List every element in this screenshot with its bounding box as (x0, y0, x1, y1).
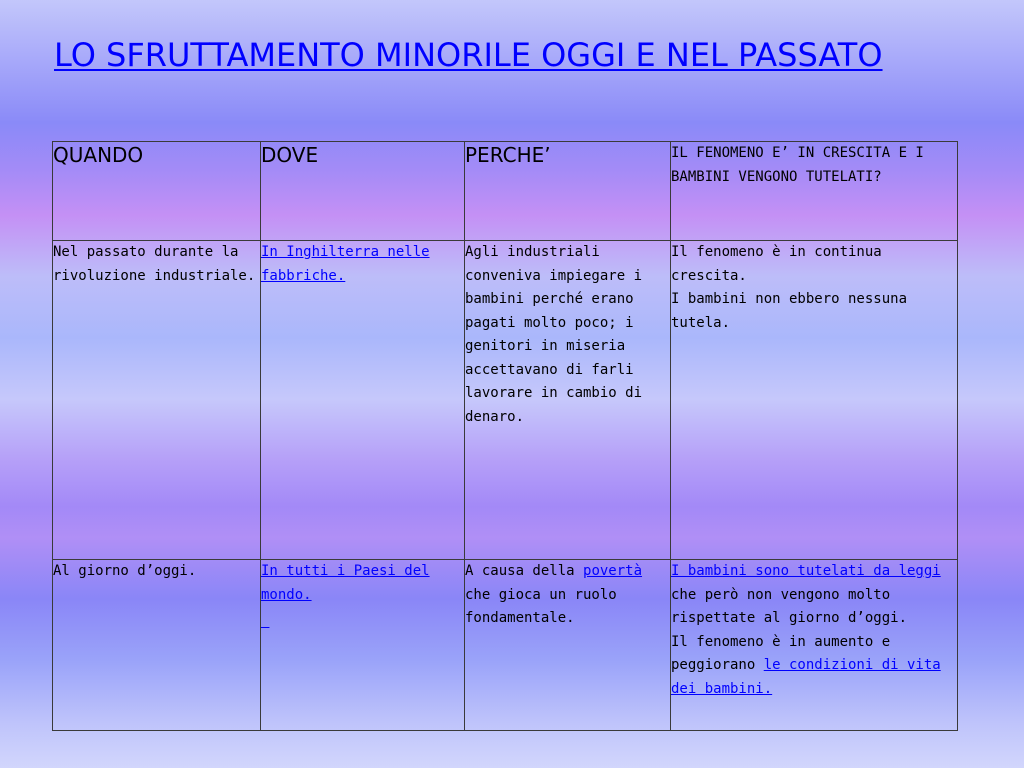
header-perche: PERCHE’ (465, 142, 671, 241)
cell-perche-passato: Agli industriali conveniva impiegare i bambini perché erano pagati molto poco; i genitori in miseria accettavano di farli lavorare in cambio di denaro. (465, 241, 671, 560)
table-row (53, 560, 958, 731)
link-tutti-i-paesi[interactable]: In tutti i Paesi del mondo. (261, 563, 430, 603)
cell-dove-passato (261, 241, 465, 560)
perche-oggi-text-before: A causa della (465, 563, 584, 579)
link-inghilterra[interactable]: In Inghilterra nelle fabbriche. (261, 244, 430, 284)
table-row (53, 241, 958, 560)
cell-quando-passato: Nel passato durante la rivoluzione industriale. (53, 241, 261, 560)
comparison-table (52, 141, 958, 731)
link-condizioni-di-vita[interactable]: le condizioni di vita dei bambini. (671, 657, 941, 697)
header-dove: DOVE (261, 142, 465, 241)
cell-dove-oggi (261, 560, 465, 731)
link-bambini-tutelati[interactable]: I bambini sono tutelati da leggi (671, 563, 941, 579)
table-header-row (53, 142, 958, 241)
link-empty[interactable] (261, 611, 269, 635)
cell-fenomeno-passato (671, 241, 958, 560)
fenomeno-passato-line2: I bambini non ebbero nessuna tutela. (671, 291, 908, 331)
page-title: LO SFRUTTAMENTO MINORILE OGGI E NEL PASSATO (54, 36, 883, 74)
cell-quando-oggi: Al giorno d’oggi. (53, 560, 261, 731)
cell-fenomeno-oggi (671, 560, 958, 731)
cell-perche-oggi (465, 560, 671, 731)
fenomeno-oggi-text2: Il fenomeno è in aumento e peggiorano (671, 633, 908, 673)
header-fenomeno: IL FENOMENO E’ IN CRESCITA E I BAMBINI VENGONO TUTELATI? (671, 142, 958, 241)
fenomeno-passato-line1: Il fenomeno è in continua crescita. (671, 244, 882, 284)
link-poverta[interactable]: povertà (583, 563, 643, 579)
header-quando: QUANDO (53, 142, 261, 241)
perche-oggi-text-after: che gioca un ruolo fondamentale. (465, 586, 617, 626)
fenomeno-oggi-text1: che però non vengono molto rispettate al giorno d’oggi. (671, 586, 908, 626)
